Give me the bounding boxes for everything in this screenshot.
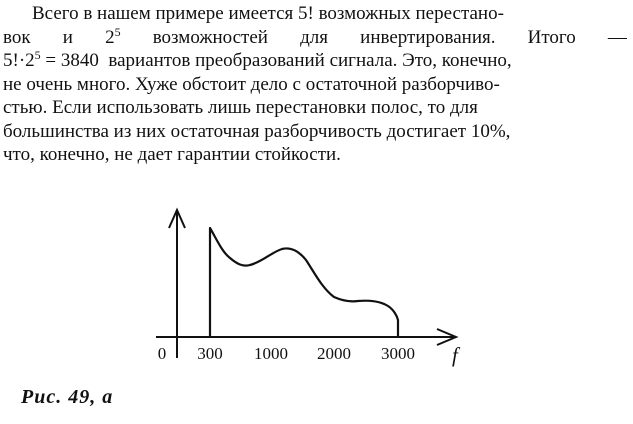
word: и [62,26,73,48]
base: 2 [105,26,115,48]
text-line-1: Всего в нашем примере имеется 5! возможных перестано- [32,3,504,24]
power-expression: 25 [105,24,121,48]
x-tick-label: 3000 [381,344,415,363]
word: Итого [527,26,576,48]
text-line-3-rest: вариантов преобразований сигнала. Это, конечно, [108,50,512,71]
word: возможностей [152,26,268,48]
formula-result: = 3840 [40,50,99,71]
spectrum-curve [210,228,398,337]
x-tick-label: 1000 [254,344,288,363]
text-line-7: что, конечно, не дает гарантии стойкости. [3,144,341,165]
word: инвертирования. [360,26,496,48]
text-line-6: большинства из них остаточная разборчивость достигает 10%, [3,120,511,142]
word: — [607,26,627,48]
figure-caption: Рис. 49, а [21,386,114,408]
formula-exponent: 5 [34,48,41,62]
x-tick-label: 2000 [317,344,351,363]
word: вок [3,26,31,48]
x-axis-variable: f [452,343,458,367]
text-line-5: стью. Если использовать лишь перестановки полос, то для [3,97,478,118]
text-line-4: не очень много. Хуже обстоит дело с остаточной разборчиво- [3,73,500,95]
word: для [300,26,328,48]
x-tick-label: 300 [197,344,223,363]
x-tick-label: 0 [157,344,167,363]
formula-base: 5!·2 [3,50,35,71]
